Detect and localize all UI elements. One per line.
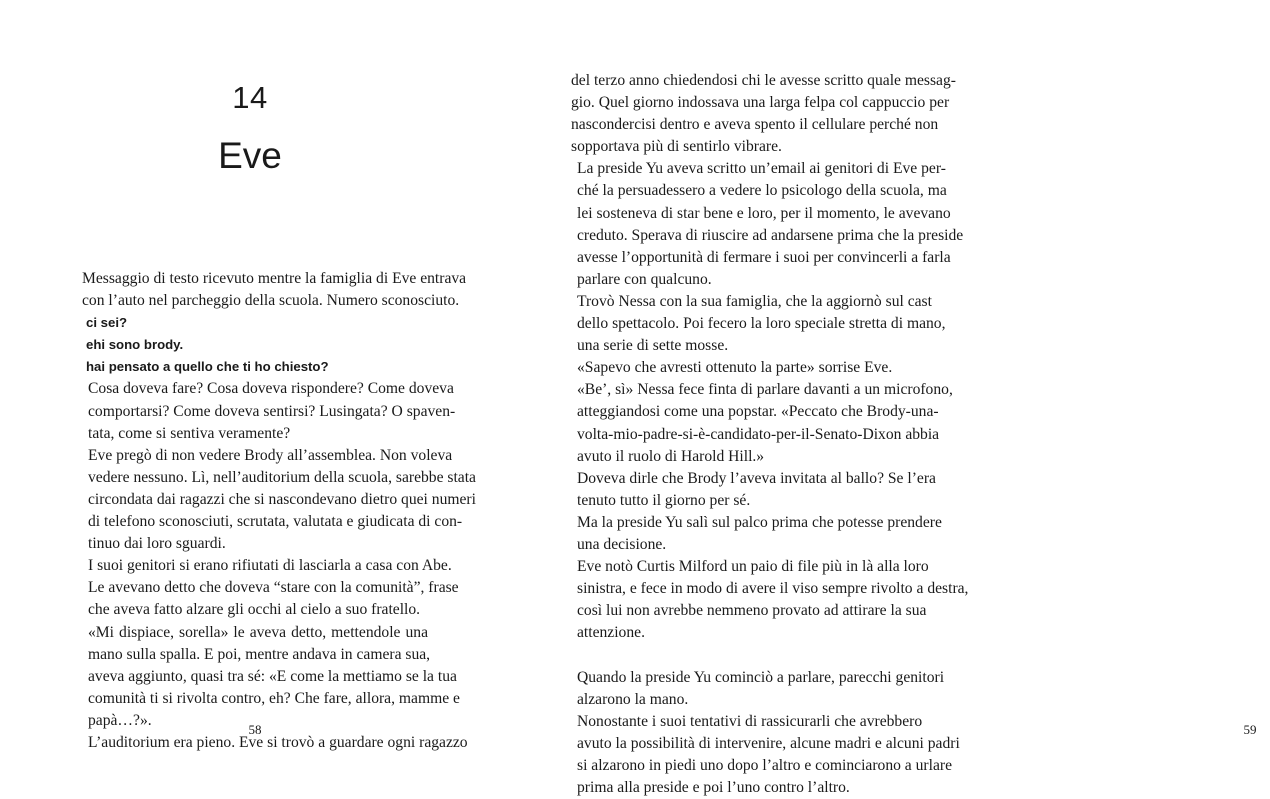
paragraph [571, 357, 917, 379]
paragraph [571, 711, 960, 799]
text-line: una decisione. [577, 535, 667, 553]
text-line: avesse l’opportunità di fermare i suoi per convincerli a farla [577, 248, 951, 266]
text-line: Ma la preside Yu salì sul palco prima che potesse prendere [577, 513, 942, 531]
text-line: atteggiandosi come una popstar. «Peccato che Brody-una- [577, 403, 939, 421]
text-message: ci sei? [86, 315, 128, 331]
paragraph [571, 468, 936, 512]
text-message: ehi sono brody. [86, 337, 184, 353]
text-line: prima alla preside e poi l’uno contro l’altro. [577, 779, 850, 796]
text-message: hai pensato a quello che ti ho chiesto? [86, 359, 329, 375]
text-line: Messaggio di testo ricevuto mentre la famiglia di Eve entrava [82, 270, 467, 287]
text-line: che aveva fatto alzare gli occhi al cielo a suo fratello. [88, 601, 421, 619]
text-line: parlare con qualcuno. [577, 270, 712, 288]
paragraph [571, 158, 964, 291]
text-line: tinuo dai loro sguardi. [88, 535, 226, 553]
text-line: gio. Quel giorno indossava una larga felpa col cappuccio per [571, 94, 950, 112]
text-line: sinistra, e fece in modo di avere il viso sempre rivolto a destra, [577, 580, 969, 598]
paragraph [571, 667, 945, 711]
text-line: Quando la preside Yu cominciò a parlare, parecchi genitori [577, 668, 945, 686]
text-line: si alzarono in piedi uno dopo l’altro e cominciarono a urlare [577, 756, 952, 774]
chapter-number: 14 [232, 80, 268, 115]
text-line: «Be’, sì» Nessa fece finta di parlare davanti a un microfono, [577, 381, 953, 399]
text-line: avuto il ruolo di Harold Hill.» [577, 447, 765, 465]
text-line: comunità ti si rivolta contro, eh? Che fare, allora, mamme e [88, 689, 460, 707]
paragraph [82, 268, 467, 312]
text-line: con l’auto nel parcheggio della scuola. Numero sconosciuto. [82, 292, 460, 310]
paragraph [82, 445, 476, 555]
text-line: vedere nessuno. Lì, nell’auditorium della scuola, sarebbe stata [88, 468, 476, 486]
text-line: ché la persuadessero a vedere lo psicologo della scuola, ma [577, 182, 947, 200]
text-line: creduto. Sperava di riuscire ad andarsene prima che la preside [577, 226, 964, 244]
text-line: nascondercisi dentro e aveva spento il cellulare perché non [571, 116, 939, 134]
text-line: aveva aggiunto, quasi tra sé: «E come la mettiamo se la tua [88, 667, 457, 685]
paragraph [82, 378, 456, 444]
text-line: «Sapevo che avresti ottenuto la parte» sorrise Eve. [577, 359, 893, 377]
text-line: attenzione. [577, 624, 645, 642]
text-line: di telefono sconosciuti, scrutata, valutata e giudicata di con- [88, 513, 463, 531]
text-line: La preside Yu aveva scritto un’email ai genitori di Eve per- [577, 160, 946, 178]
left-page-body [82, 268, 476, 754]
text-line: I suoi genitori si erano rifiutati di lasciarla a casa con Abe. [88, 557, 452, 575]
paragraph [571, 512, 942, 556]
left-page [0, 0, 500, 768]
chapter-title: Eve [218, 135, 282, 176]
text-line: del terzo anno chiedendosi chi le avesse scritto quale messag- [571, 72, 956, 89]
text-line: mano sulla spalla. E poi, mentre andava in camera sua, [88, 645, 431, 663]
text-line: tenuto tutto il giorno per sé. [577, 491, 751, 509]
paragraph [571, 556, 969, 644]
text-line: circondata dai ragazzi che si nascondevano dietro quei numeri [88, 490, 476, 508]
text-line: tata, come si sentiva veramente? [88, 424, 291, 442]
text-line: Eve pregò di non vedere Brody all’assemblea. Non voleva [88, 446, 453, 464]
text-line: alzarono la mano. [577, 690, 689, 708]
text-line: una serie di sette mosse. [577, 337, 729, 355]
text-line: L’auditorium era pieno. Eve si trovò a guardare ogni ragazzo [88, 733, 468, 751]
text-line: comportarsi? Come doveva sentirsi? Lusingata? O spaven- [88, 402, 456, 420]
paragraph [82, 622, 460, 732]
paragraph [571, 70, 956, 158]
text-line: avuto la possibilità di intervenire, alcune madri e alcuni padri [577, 734, 960, 752]
paragraph [571, 291, 946, 357]
page-number: 58 [248, 722, 262, 737]
text-line: sopportava più di sentirlo vibrare. [571, 138, 782, 156]
page-number: 59 [1243, 722, 1257, 737]
text-line: «Mi dispiace, sorella» le aveva detto, mettendole una [88, 623, 428, 641]
paragraph [571, 379, 953, 467]
text-line: così lui non avrebbe nemmeno provato ad attirare la sua [577, 602, 927, 620]
text-line: Trovò Nessa con la sua famiglia, che la aggiornò sul cast [577, 292, 932, 310]
text-line: volta-mio-padre-si-è-candidato-per-il-Senato-Dixon abbia [577, 425, 940, 443]
text-line: papà…?». [88, 711, 152, 729]
text-line: Nonostante i suoi tentativi di rassicurarli che avrebbero [577, 712, 923, 730]
text-line: lei sosteneva di star bene e loro, per il momento, le avevano [577, 204, 951, 222]
paragraph [82, 555, 459, 621]
text-line: Le avevano detto che doveva “stare con la comunità”, frase [88, 579, 459, 597]
section-break [571, 644, 917, 666]
right-page-body [571, 70, 969, 799]
text-line: Eve notò Curtis Milford un paio di file più in là alla loro [577, 558, 929, 576]
text-line: dello spettacolo. Poi fecero la loro speciale stretta di mano, [577, 315, 946, 333]
text-line: Doveva dirle che Brody l’aveva invitata al ballo? Se l’era [577, 469, 936, 487]
text-line: Cosa doveva fare? Cosa doveva rispondere? Come doveva [88, 380, 454, 398]
